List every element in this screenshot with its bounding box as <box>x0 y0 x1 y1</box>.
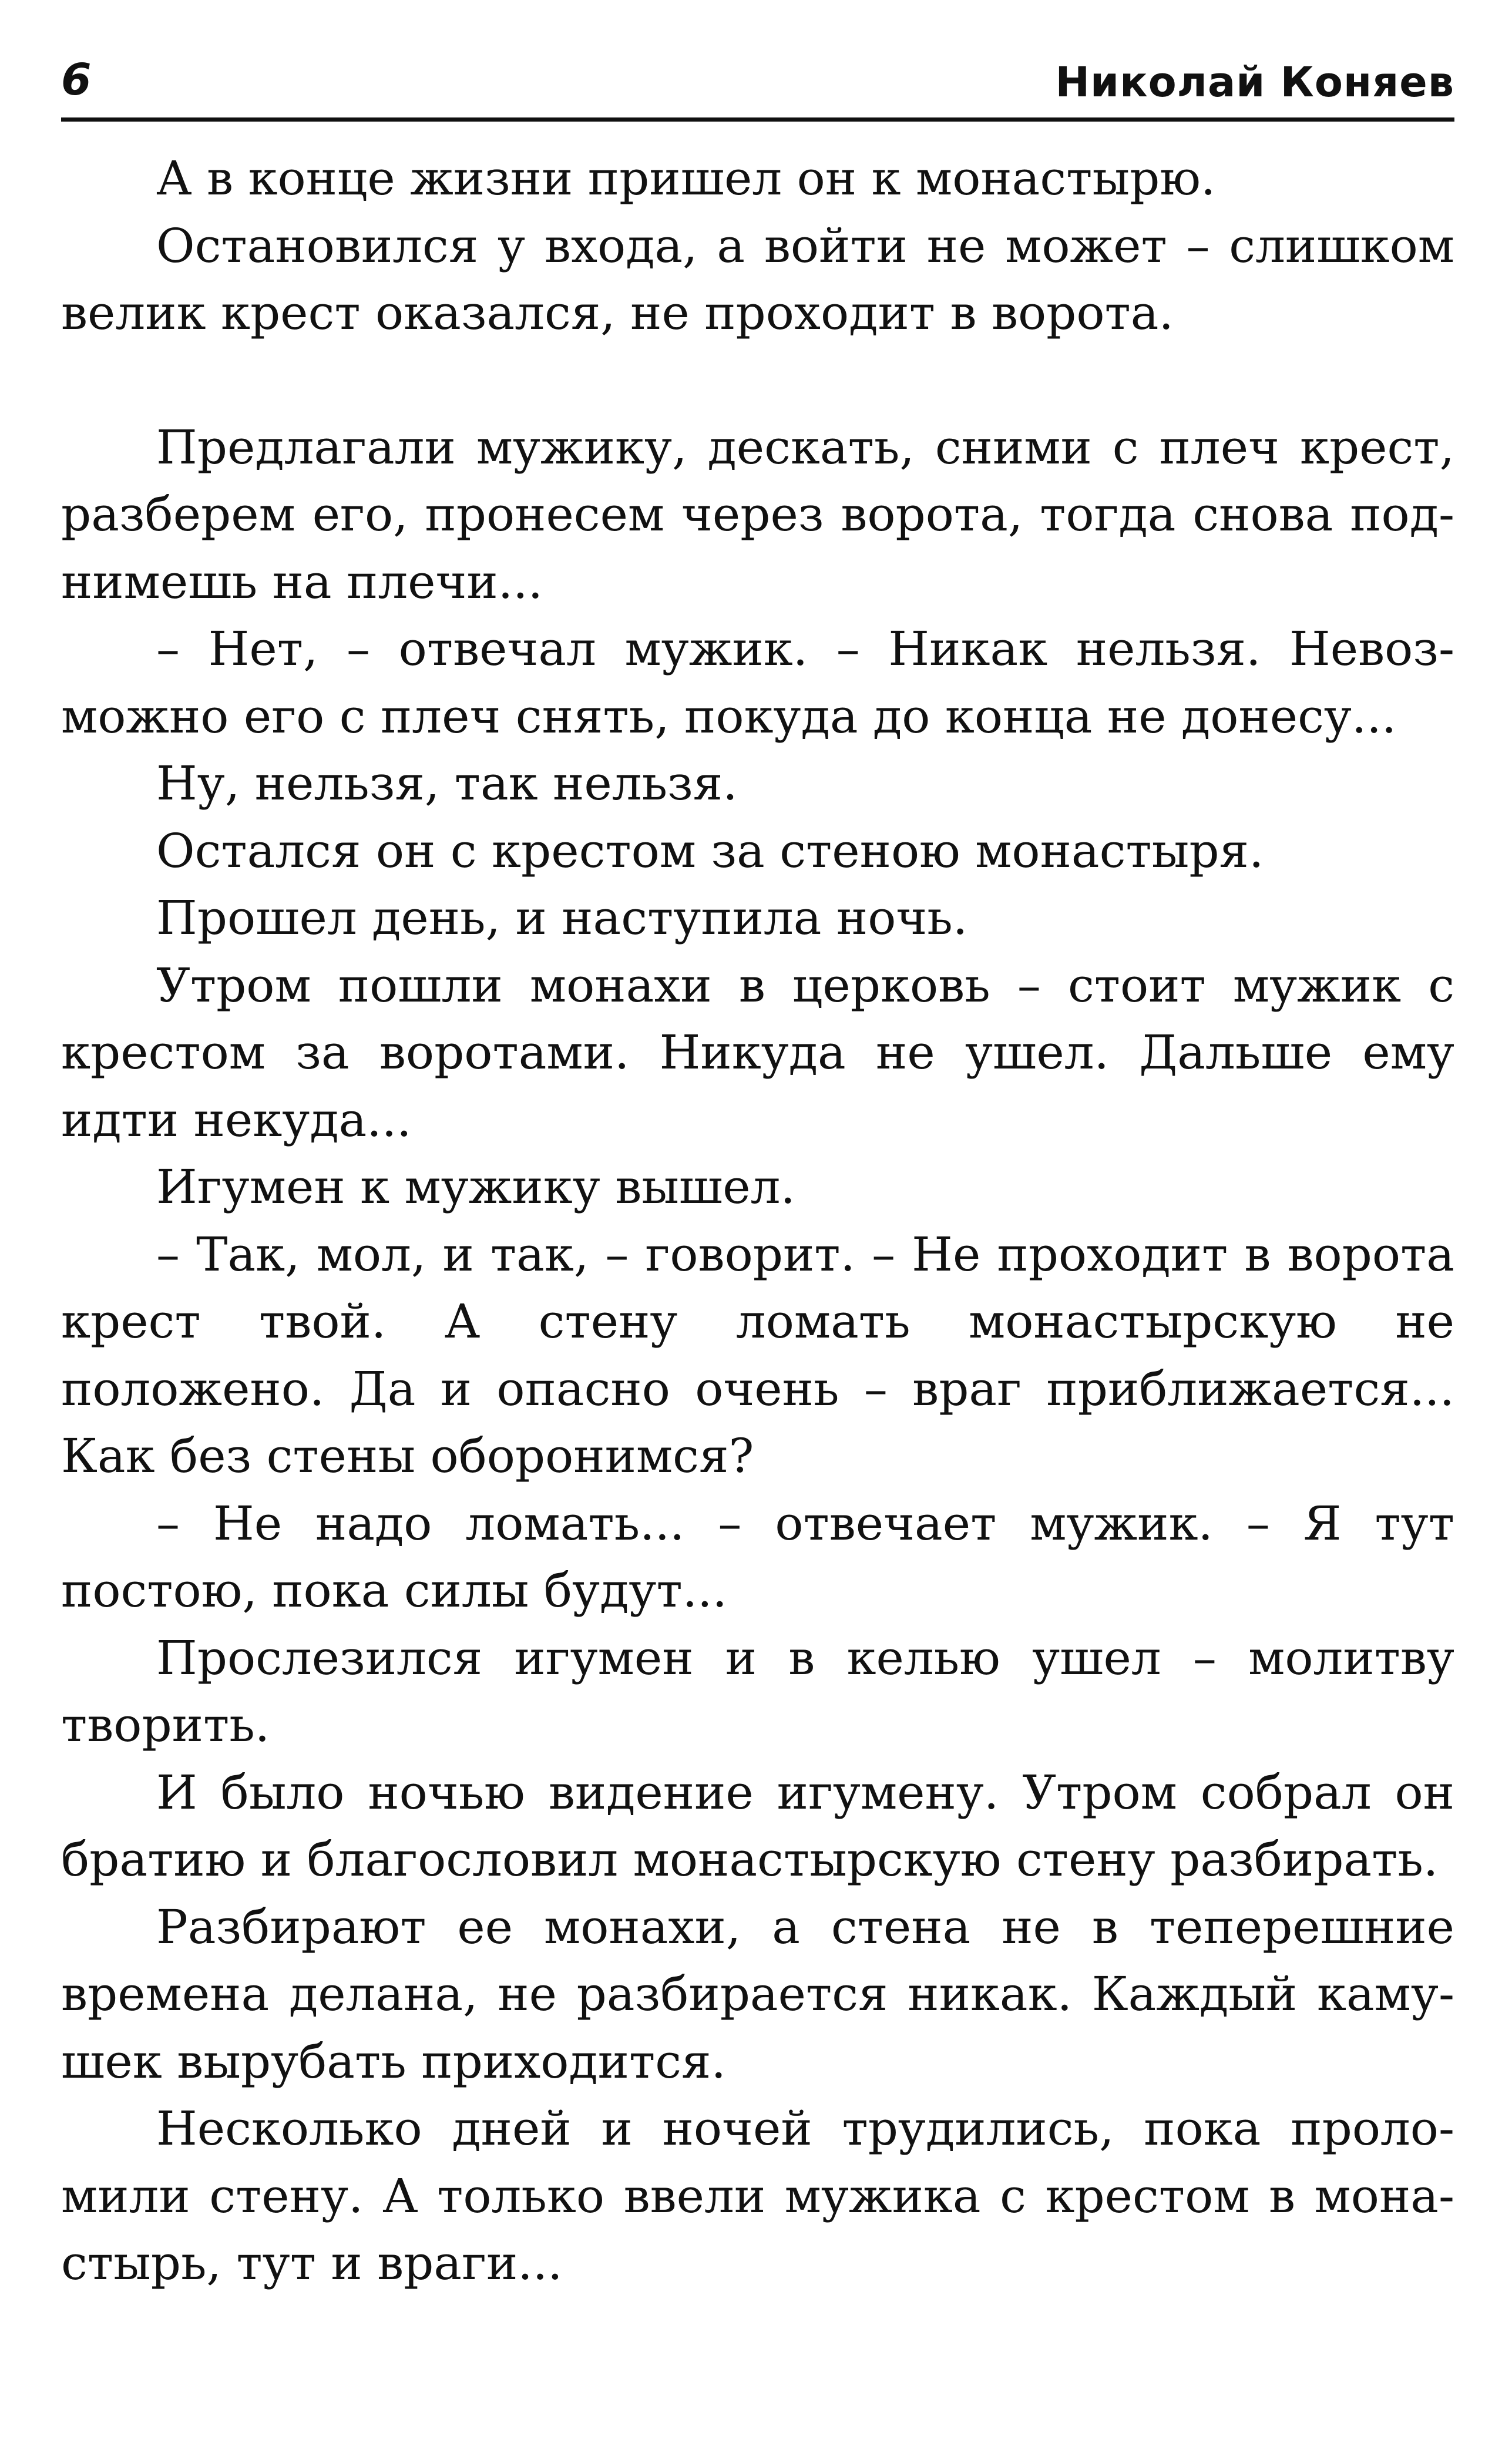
paragraph: Прослезился игумен и в келью ушел – молитву творить. <box>61 1630 1454 1752</box>
page-header <box>61 41 1454 122</box>
paragraph: – Нет, – отвечал мужик. – Никак нельзя. Невозможно его с плеч снять, покуда до конца не донесу... <box>61 621 1454 744</box>
paragraph: Ну, нельзя, так нельзя. <box>156 756 738 811</box>
page-number: 6 <box>61 55 92 105</box>
paragraph: И было ночью видение игумену. Утром собрал он братию и благословил монастырскую стену разбирать. <box>61 1765 1454 1887</box>
book-page <box>61 41 1454 2297</box>
paragraph: Предлагали мужику, дескать, сними с плеч крест, разберем его, пронесем через ворота, тогда снова поднимешь на плечи... <box>61 419 1454 609</box>
paragraph: – Так, мол, и так, – говорит. – Не проходит в ворота крест твой. А стену ломать монастырскую не положено. Да и опасно очень – враг приближается... Как без стены оборонимся? <box>61 1227 1454 1483</box>
paragraph: Прошел день, и наступила ночь. <box>156 891 968 945</box>
paragraph: Остановился у входа, а войти не может – слишком велик крест оказался, не проходит в ворота. <box>61 218 1454 340</box>
paragraph: Разбирают ее монахи, а стена не в теперешние времена делана, не разбирается никак. Каждый камушек вырубать приходится. <box>61 1899 1454 2089</box>
running-head-author: Николай Коняев <box>1055 58 1454 106</box>
body-text <box>61 145 1454 2297</box>
paragraph: Игумен к мужику вышел. <box>156 1160 795 1214</box>
paragraph: – Не надо ломать... – отвечает мужик. – Я тут постою, пока силы будут... <box>61 1496 1454 1618</box>
paragraph: Утром пошли монахи в церковь – стоит мужик с крестом за воротами. Никуда не ушел. Дальше ему идти некуда... <box>61 957 1454 1147</box>
paragraph: А в конце жизни пришел он к монастырю. <box>156 151 1216 206</box>
paragraph: Остался он с крестом за стеною монастыря. <box>156 823 1264 878</box>
paragraph: Несколько дней и ночей трудились, пока проломили стену. А только ввели мужика с крестом в монастырь, тут и враги... <box>61 2101 1454 2290</box>
